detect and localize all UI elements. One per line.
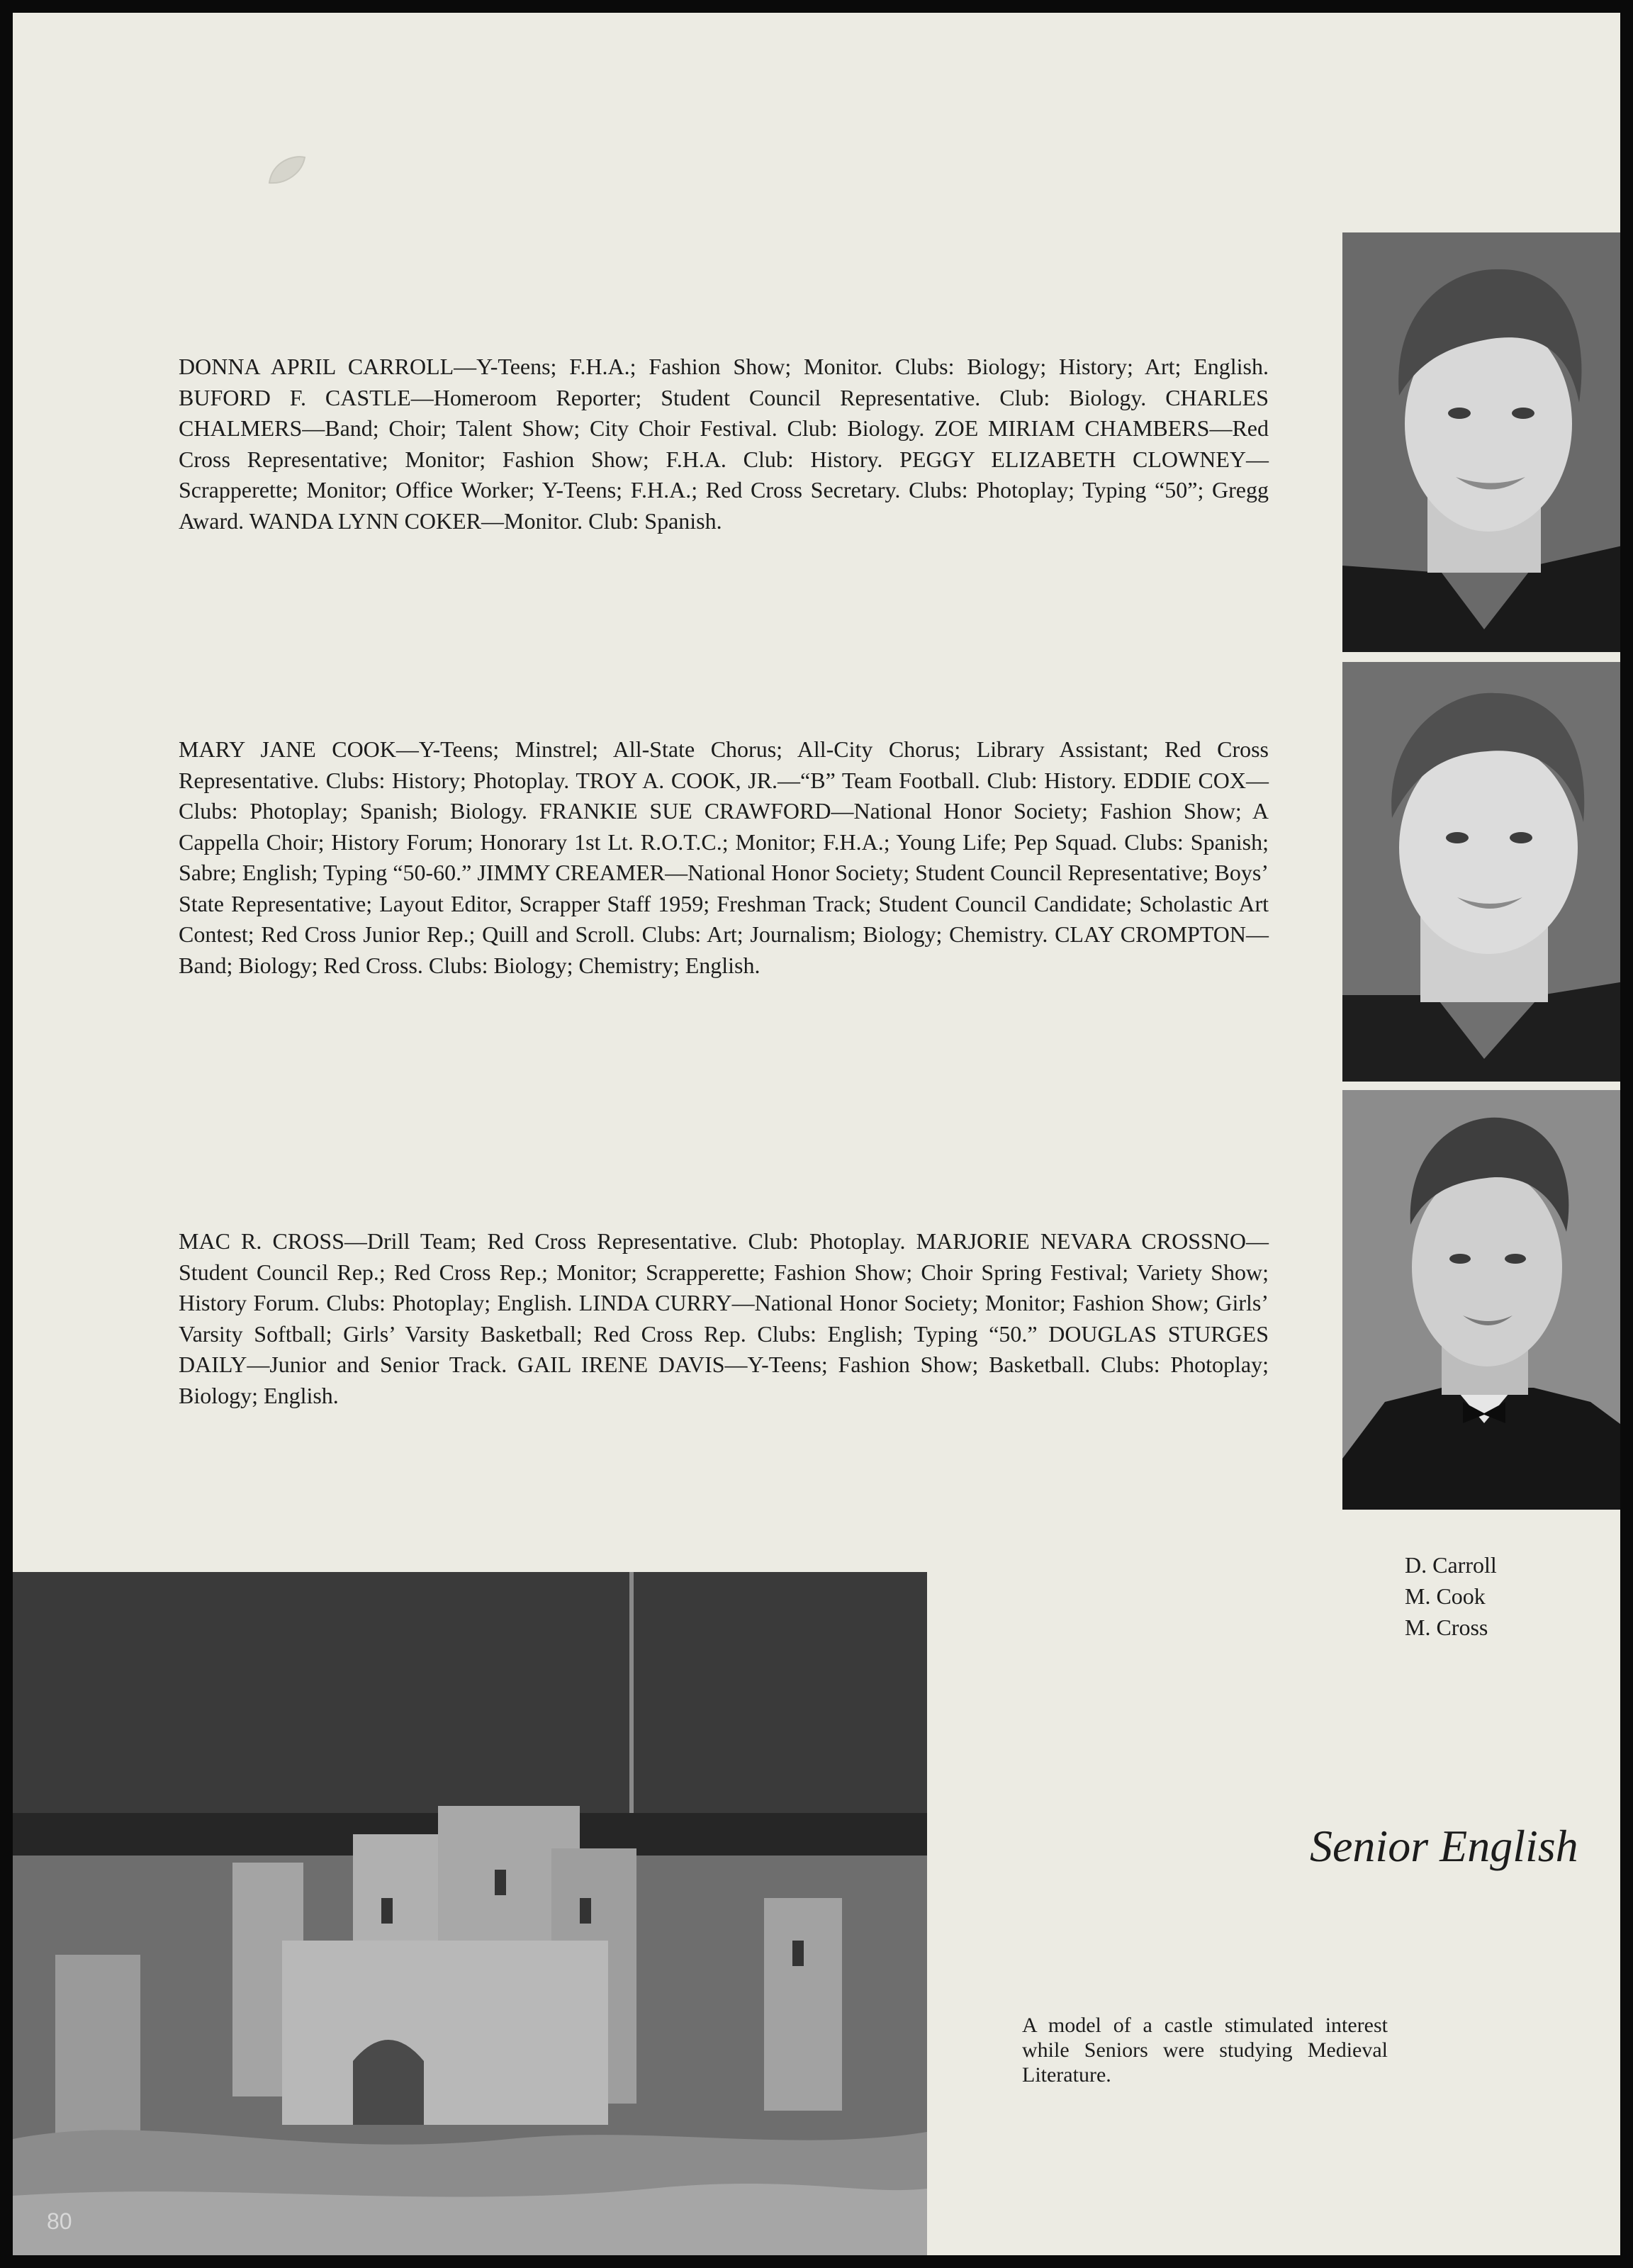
leaf-mark-icon bbox=[265, 152, 308, 189]
senior-bio-block-2: MARY JANE COOK—Y-Teens; Minstrel; All-State Chorus; All-City Chorus; Library Assistant; Red Cross Representative. Clubs: History; Photoplay. TROY A. COOK, JR.—“B” Team Football. Club: History. EDDIE COX—Clubs: Photoplay; Spanish; Biology. FRANKIE SUE CRAWFORD—National Honor Society; Fashion Show; A Cappella Choir; History Forum; Honorary 1st Lt. R.O.T.C.; Monitor; F.H.A.; Young Life; Pep Squad. Clubs: Spanish; Sabre; English; Typing “50-60.” JIMMY CREAMER—National Honor Society; Student Council Representative; Boys’ State Representative; Layout Editor, Scrapper Staff 1959; Freshman Track; Student Council Candidate; Scholastic Art Contest; Red Cross Junior Rep.; Quill and Scroll. Clubs: Art; Journalism; Biology; Chemistry. CLAY CROMPTON—Band; Biology; Red Cross. Clubs: Biology; Chemistry; English. bbox=[179, 736, 1269, 978]
portrait-photo-carroll bbox=[1342, 232, 1620, 652]
portrait-caption-list bbox=[1405, 1549, 1497, 1643]
yearbook-page bbox=[13, 13, 1620, 2255]
senior-bio-block-3: MAC R. CROSS—Drill Team; Red Cross Representative. Club: Photoplay. MARJORIE NEVARA CROSSNO—Student Council Rep.; Red Cross Rep.; Monitor; Scrapperette; Fashion Show; Choir Spring Festival; Variety Show; History Forum. Clubs: Photoplay; English. LINDA CURRY—National Honor Society; Monitor; Fashion Show; Girls’ Varsity Softball; Girls’ Varsity Basketball; Red Cross Rep. Clubs: English; Typing “50.” DOUGLAS STURGES DAILY—Junior and Senior Track. GAIL IRENE DAVIS—Y-Teens; Fashion Show; Basketball. Clubs: Photoplay; Biology; English. bbox=[179, 1228, 1269, 1408]
portrait-caption-3: M. Cross bbox=[1405, 1615, 1488, 1640]
castle-photo-caption: A model of a castle stimulated interest while Seniors were studying Medieval Literature. bbox=[1022, 2014, 1388, 2087]
castle-model-photo bbox=[13, 1572, 927, 2255]
portrait-photo-cook bbox=[1342, 662, 1620, 1082]
portrait-photo-cross bbox=[1342, 1090, 1620, 1510]
section-title: Senior English bbox=[1310, 1821, 1578, 1871]
senior-bio-block-1: DONNA APRIL CARROLL—Y-Teens; F.H.A.; Fashion Show; Monitor. Clubs: Biology; History; Art; English. BUFORD F. CASTLE—Homeroom Reporter; Student Council Representative. Club: Biology. CHARLES CHALMERS—Band; Choir; Talent Show; City Choir Festival. Club: Biology. ZOE MIRIAM CHAMBERS—Red Cross Representative; Monitor; Fashion Show; F.H.A. Club: History. PEGGY ELIZABETH CLOWNEY—Scrapperette; Monitor; Office Worker; Y-Teens; F.H.A.; Red Cross Secretary. Clubs: Photoplay; Typing “50”; Gregg Award. WANDA LYNN COKER—Monitor. Club: Spanish. bbox=[179, 354, 1269, 534]
page-number: 80 bbox=[47, 2208, 72, 2234]
portrait-caption-2: M. Cook bbox=[1405, 1583, 1486, 1609]
portrait-caption-1: D. Carroll bbox=[1405, 1552, 1497, 1578]
